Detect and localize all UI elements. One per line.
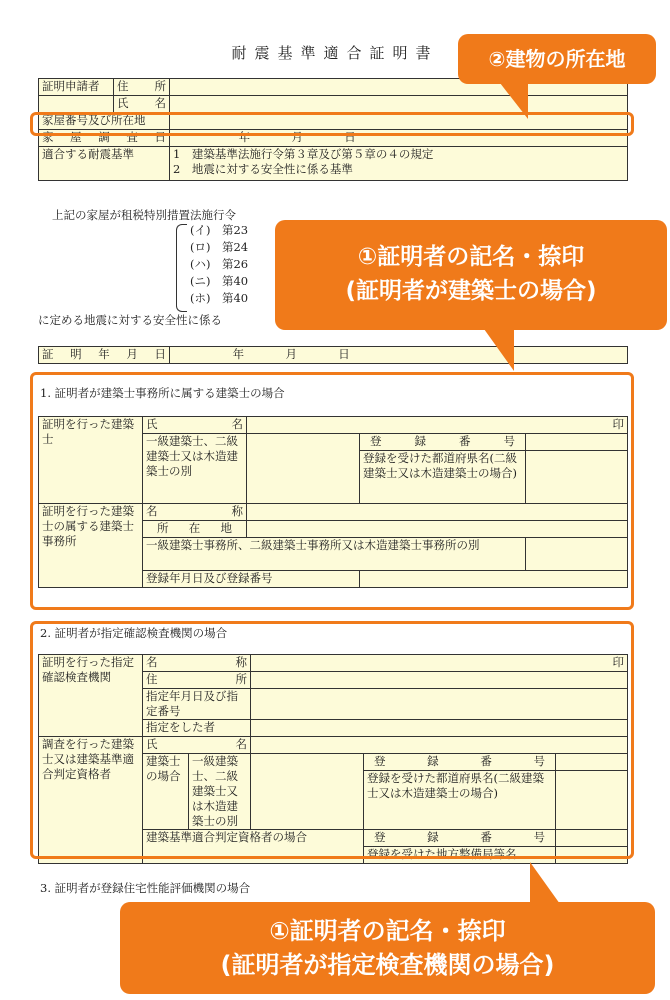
s1-architect-label: 証明を行った建築士: [39, 417, 143, 504]
s2-designator-label: 指定をした者: [143, 720, 251, 737]
callout-agency: [120, 902, 655, 994]
paragraph-item-1: (イ) 第23: [190, 223, 249, 237]
s2-surveyor-name-label: 氏名: [143, 737, 251, 754]
s1-name-label: 氏名: [143, 417, 247, 434]
section1-heading: 1. 証明者が建築士事務所に属する建築士の場合: [40, 386, 285, 400]
s1-class-label: 一級建築士、二級建築士又は木造建築士の別: [143, 434, 247, 504]
s2-reg-no-label: 登録番号: [364, 754, 556, 771]
standard-label: 適合する耐震基準: [39, 147, 170, 181]
s1-office-name-label: 名称: [143, 504, 247, 521]
house-number-label: 家屋番号及び所在地: [39, 113, 170, 130]
s1-reg-no-label: 登録番号: [360, 434, 526, 451]
applicant-label: 証明申請者: [39, 79, 114, 96]
section1-highlight: [30, 372, 634, 610]
s2-judge-reg-label: 登録番号: [364, 830, 556, 847]
s2-agency-label: 証明を行った指定確認検査機関: [39, 655, 143, 737]
s1-seal: 印: [612, 417, 624, 431]
cert-year: 年: [232, 347, 245, 361]
bracket: [176, 224, 187, 312]
s1-office-address-label: 所在地: [143, 521, 247, 538]
cert-month: 月: [285, 347, 297, 361]
s1-reg-pref-label: 登録を受けた都道府県名(二級建築士又は木造建築士の場合): [360, 451, 526, 504]
callout-architect: [275, 220, 667, 330]
s2-seal: 印: [612, 655, 624, 669]
s2-designation-label: 指定年月日及び指定番号: [143, 689, 251, 720]
callout-architect-line1: ①証明者の記名・捺印: [357, 244, 585, 270]
section2-heading: 2. 証明者が指定確認検査機関の場合: [40, 626, 228, 640]
callout-agency-line2: (証明者が指定検査機関の場合): [220, 951, 555, 979]
cert-date-label: 証明年月日: [39, 347, 170, 364]
survey-year: 年: [238, 130, 251, 144]
cert-date-table: [38, 346, 628, 364]
standard-2-text: 地震に対する安全性に係る基準: [191, 162, 353, 176]
s1-office-label: 証明を行った建築士の属する建築士事務所: [39, 504, 143, 588]
standard-options: [170, 147, 628, 181]
s2-judge-case-label: 建築基準適合判定資格者の場合: [143, 830, 364, 864]
s2-name-label: 名称: [143, 655, 251, 672]
callout-agency-line1: ①証明者の記名・捺印: [269, 917, 506, 945]
survey-date-label: 家屋調査日: [39, 130, 170, 147]
document-title: 耐震基準適合証明書: [231, 44, 439, 62]
standard-1-text: 建築基準法施行令第３章及び第５章の４の規定: [191, 147, 434, 161]
cert-date-field[interactable]: [170, 347, 628, 364]
standard-2-num: 2: [173, 162, 181, 176]
callout-location-pointer: [500, 83, 528, 119]
survey-day: 日: [344, 130, 356, 144]
applicant-label-cont: [39, 96, 114, 113]
s2-architect-case-label: 建築士の場合: [143, 754, 189, 830]
s2-judge-bureau-label: 登録を受けた地方整備局等名: [364, 847, 556, 864]
callout-architect-line2: (証明者が建築士の場合): [345, 278, 597, 304]
paragraph-item-3: (ハ) 第26: [190, 257, 249, 271]
section3-heading: 3. 証明者が登録住宅性能評価機関の場合: [40, 881, 251, 895]
name-label: 氏名: [114, 96, 170, 113]
standard-1-num: 1: [173, 147, 181, 161]
cert-day: 日: [338, 347, 350, 361]
callout-agency-pointer: [530, 862, 560, 904]
s2-address-label: 住所: [143, 672, 251, 689]
paragraph-item-2: (ロ) 第24: [190, 240, 249, 254]
paragraph-outro: に定める地震に対する安全性に係る: [38, 313, 222, 327]
callout-architect-pointer: [484, 329, 514, 371]
address-label: 住所: [114, 79, 170, 96]
name-field[interactable]: [170, 96, 628, 113]
section2-highlight: [30, 621, 634, 859]
survey-month: 月: [291, 130, 303, 144]
s2-surveyor-label: 調査を行った建築士又は建築基準適合判定資格者: [39, 737, 143, 864]
s1-office-class-label: 一級建築士事務所、二級建築士事務所又は木造建築士事務所の別: [143, 538, 526, 571]
paragraph-item-5: (ホ) 第40: [190, 291, 249, 305]
s2-class-label: 一級建築士、二級建築士又は木造建築士の別: [189, 754, 251, 830]
paragraph-intro: 上記の家屋が租税特別措置法施行令: [52, 208, 236, 222]
s1-office-reg-label: 登録年月日及び登録番号: [143, 571, 360, 588]
location-highlight: [30, 112, 634, 136]
callout-location: ②建物の所在地: [458, 34, 656, 84]
s2-reg-pref-label: 登録を受けた都道府県名(二級建築士又は木造建築士の場合): [364, 771, 556, 830]
paragraph-item-4: (ニ) 第40: [190, 274, 249, 288]
